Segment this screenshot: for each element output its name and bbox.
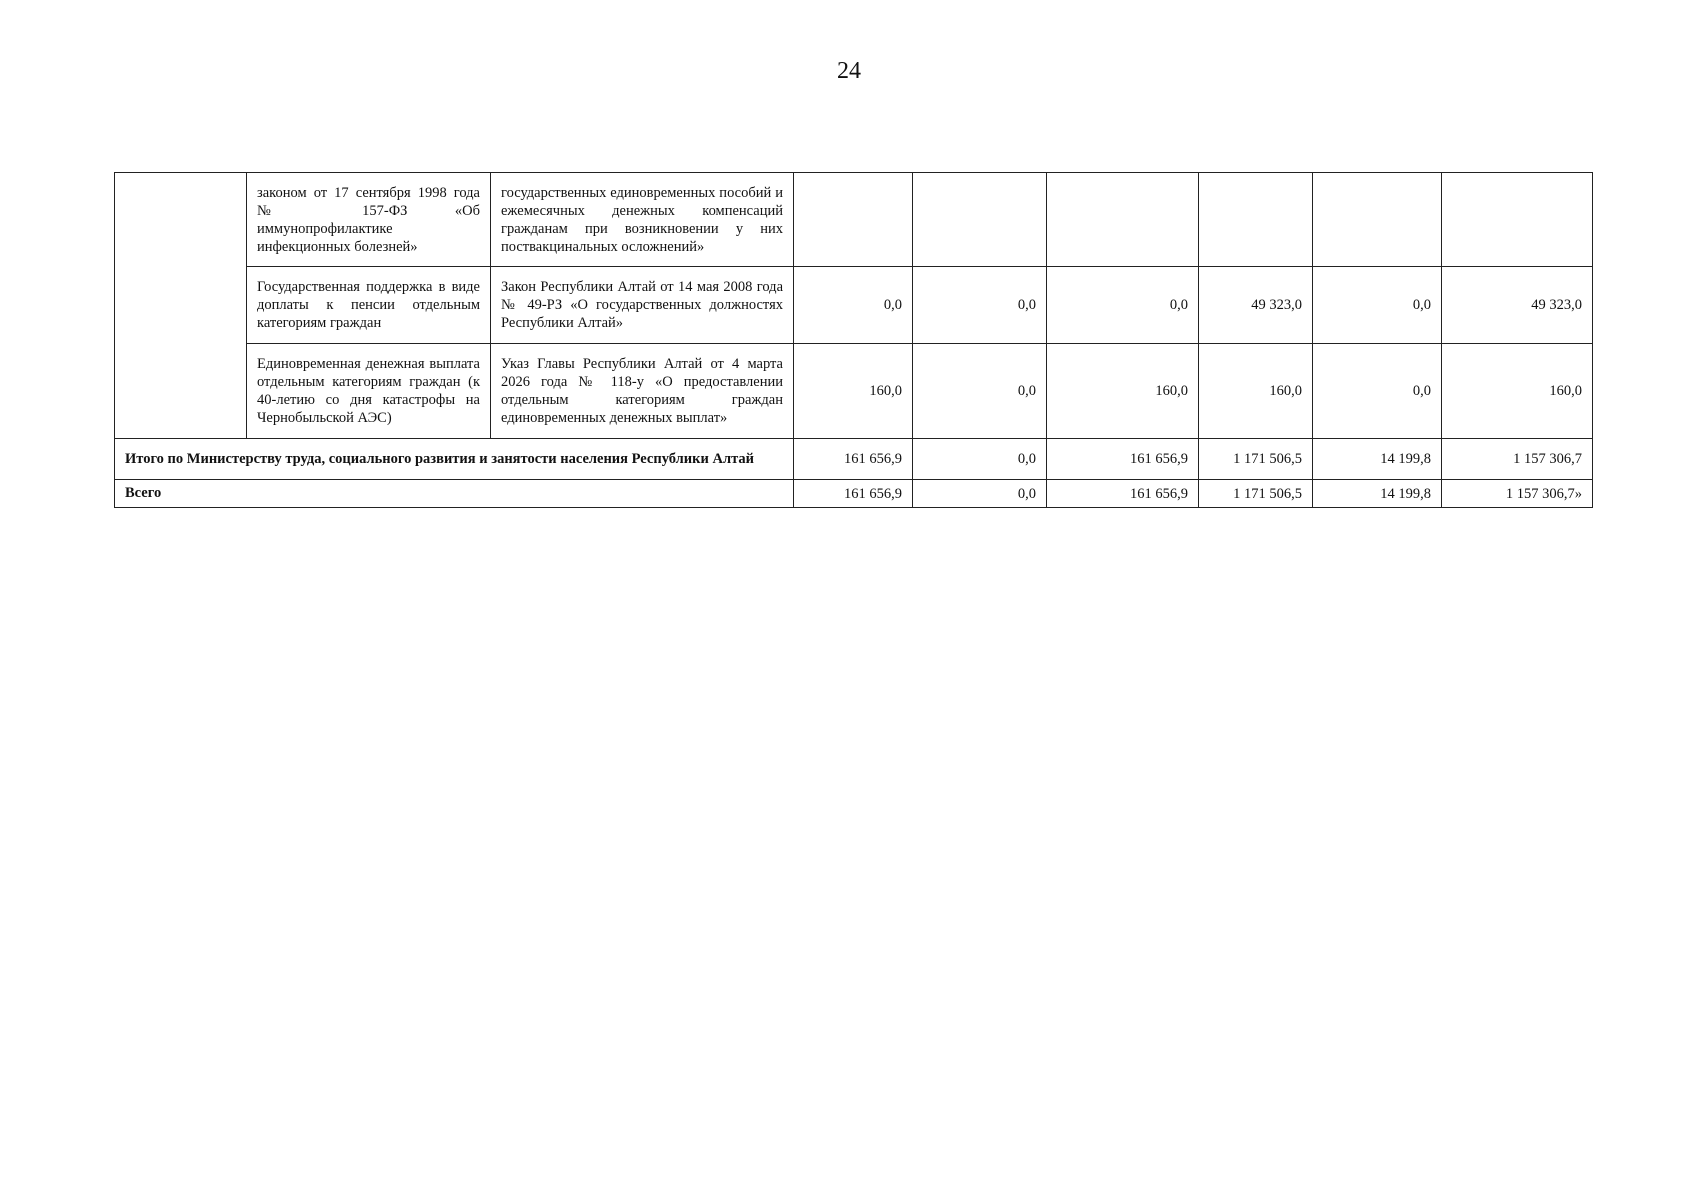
empty-cell [115,173,247,439]
value-cell: 0,0 [913,267,1047,344]
total-label: Всего [115,480,794,508]
basis-cell: государственных единовременных пособий и ежемесячных денежных компенсаций гражданам при возникновении у них поствакцинальных осложнений» [491,173,794,267]
basis-cell: Указ Главы Республики Алтай от 4 марта 2026 года № 118-у «О предоставлении отдельным категориям граждан единовременных денежных выплат» [491,344,794,439]
subtotal-value: 161 656,9 [794,439,913,480]
subtotal-row [115,439,1593,480]
value-cell [913,173,1047,267]
value-cell [1442,173,1593,267]
value-cell [794,173,913,267]
subtotal-value: 1 171 506,5 [1199,439,1313,480]
program-cell: Единовременная денежная выплата отдельным категориям граждан (к 40-летию со дня катастрофы на Чернобыльской АЭС) [247,344,491,439]
table-row [115,344,1593,439]
total-value: 1 171 506,5 [1199,480,1313,508]
total-row [115,480,1593,508]
page-number: 24 [837,58,861,84]
subtotal-label: Итого по Министерству труда, социального развития и занятости населения Республики Алтай [115,439,794,480]
subtotal-value: 14 199,8 [1313,439,1442,480]
basis-cell: Закон Республики Алтай от 14 мая 2008 года № 49-РЗ «О государственных должностях Республики Алтай» [491,267,794,344]
value-cell: 160,0 [1047,344,1199,439]
value-cell [1047,173,1199,267]
value-cell: 0,0 [794,267,913,344]
total-value: 161 656,9 [1047,480,1199,508]
total-value: 1 157 306,7» [1442,480,1593,508]
total-value: 0,0 [913,480,1047,508]
value-cell: 0,0 [1313,267,1442,344]
value-cell [1313,173,1442,267]
program-cell: Государственная поддержка в виде доплаты к пенсии отдельным категориям граждан [247,267,491,344]
value-cell: 160,0 [1199,344,1313,439]
subtotal-value: 0,0 [913,439,1047,480]
value-cell: 160,0 [794,344,913,439]
value-cell: 0,0 [913,344,1047,439]
budget-table [114,172,1593,508]
value-cell [1199,173,1313,267]
program-cell: законом от 17 сентября 1998 года № 157-ФЗ «Об иммунопрофилактике инфекционных болезней» [247,173,491,267]
total-value: 14 199,8 [1313,480,1442,508]
total-value: 161 656,9 [794,480,913,508]
value-cell: 160,0 [1442,344,1593,439]
value-cell: 49 323,0 [1442,267,1593,344]
table-row [115,173,1593,267]
table-row [115,267,1593,344]
subtotal-value: 1 157 306,7 [1442,439,1593,480]
value-cell: 0,0 [1047,267,1199,344]
value-cell: 0,0 [1313,344,1442,439]
subtotal-value: 161 656,9 [1047,439,1199,480]
value-cell: 49 323,0 [1199,267,1313,344]
